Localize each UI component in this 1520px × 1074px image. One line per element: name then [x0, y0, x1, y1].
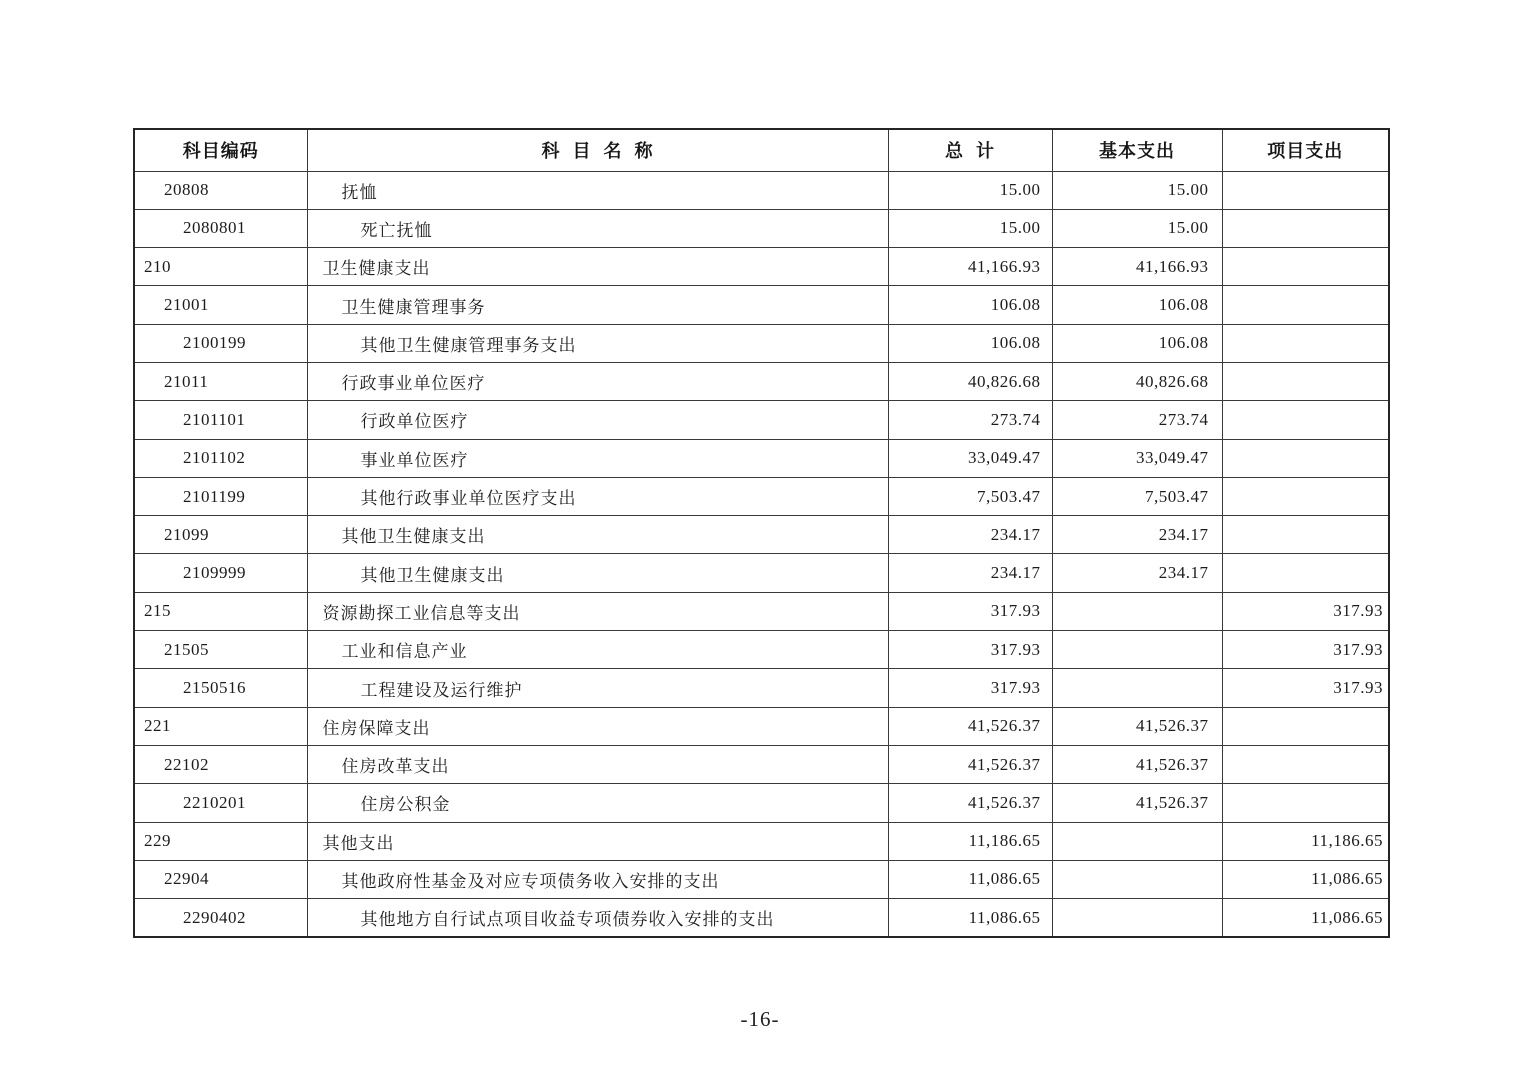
code-cell: 22904 [134, 860, 307, 898]
project-cell: 317.93 [1222, 631, 1389, 669]
code-cell: 21099 [134, 516, 307, 554]
column-header-total: 总 计 [888, 129, 1052, 171]
table-row [134, 516, 1389, 554]
budget-table [133, 128, 1390, 938]
project-cell [1222, 745, 1389, 783]
name-cell: 事业单位医疗 [307, 439, 888, 477]
name-cell: 住房保障支出 [307, 707, 888, 745]
total-cell: 15.00 [888, 209, 1052, 247]
project-cell [1222, 516, 1389, 554]
column-header-basic: 基本支出 [1052, 129, 1222, 171]
project-cell [1222, 362, 1389, 400]
name-cell: 其他卫生健康支出 [307, 516, 888, 554]
project-cell [1222, 171, 1389, 209]
project-cell: 317.93 [1222, 592, 1389, 630]
project-cell [1222, 477, 1389, 515]
table-row [134, 860, 1389, 898]
table-row [134, 784, 1389, 822]
project-cell [1222, 286, 1389, 324]
name-cell: 其他卫生健康支出 [307, 554, 888, 592]
table-row [134, 592, 1389, 630]
basic-cell [1052, 822, 1222, 860]
code-cell: 2100199 [134, 324, 307, 362]
project-cell [1222, 401, 1389, 439]
code-cell: 2150516 [134, 669, 307, 707]
project-cell [1222, 324, 1389, 362]
name-cell: 行政单位医疗 [307, 401, 888, 439]
basic-cell: 33,049.47 [1052, 439, 1222, 477]
project-cell [1222, 209, 1389, 247]
table-row [134, 707, 1389, 745]
table-row [134, 822, 1389, 860]
basic-cell: 41,166.93 [1052, 248, 1222, 286]
total-cell: 41,526.37 [888, 707, 1052, 745]
table-row [134, 745, 1389, 783]
code-cell: 2101199 [134, 477, 307, 515]
page-number: -16- [740, 1007, 780, 1031]
table-row [134, 209, 1389, 247]
code-cell: 21001 [134, 286, 307, 324]
name-cell: 住房改革支出 [307, 745, 888, 783]
code-cell: 21505 [134, 631, 307, 669]
basic-cell [1052, 669, 1222, 707]
name-cell: 行政事业单位医疗 [307, 362, 888, 400]
project-cell [1222, 784, 1389, 822]
basic-cell [1052, 592, 1222, 630]
basic-cell: 106.08 [1052, 286, 1222, 324]
total-cell: 317.93 [888, 669, 1052, 707]
code-cell: 2290402 [134, 899, 307, 937]
table-row [134, 171, 1389, 209]
code-cell: 21011 [134, 362, 307, 400]
project-cell [1222, 554, 1389, 592]
total-cell: 11,186.65 [888, 822, 1052, 860]
name-cell: 住房公积金 [307, 784, 888, 822]
name-cell: 其他支出 [307, 822, 888, 860]
table-row [134, 631, 1389, 669]
basic-cell: 40,826.68 [1052, 362, 1222, 400]
project-cell: 11,186.65 [1222, 822, 1389, 860]
name-cell: 卫生健康管理事务 [307, 286, 888, 324]
total-cell: 273.74 [888, 401, 1052, 439]
name-cell: 工业和信息产业 [307, 631, 888, 669]
column-header-code: 科目编码 [134, 129, 307, 171]
project-cell: 11,086.65 [1222, 860, 1389, 898]
total-cell: 106.08 [888, 286, 1052, 324]
basic-cell: 41,526.37 [1052, 707, 1222, 745]
basic-cell: 234.17 [1052, 516, 1222, 554]
total-cell: 317.93 [888, 631, 1052, 669]
code-cell: 221 [134, 707, 307, 745]
code-cell: 215 [134, 592, 307, 630]
total-cell: 106.08 [888, 324, 1052, 362]
basic-cell [1052, 631, 1222, 669]
name-cell: 其他地方自行试点项目收益专项债券收入安排的支出 [307, 899, 888, 937]
total-cell: 7,503.47 [888, 477, 1052, 515]
code-cell: 2210201 [134, 784, 307, 822]
table-row [134, 286, 1389, 324]
total-cell: 40,826.68 [888, 362, 1052, 400]
basic-cell [1052, 860, 1222, 898]
code-cell: 2109999 [134, 554, 307, 592]
table-row [134, 439, 1389, 477]
column-header-name: 科 目 名 称 [307, 129, 888, 171]
project-cell [1222, 248, 1389, 286]
basic-cell: 234.17 [1052, 554, 1222, 592]
total-cell: 41,526.37 [888, 784, 1052, 822]
total-cell: 33,049.47 [888, 439, 1052, 477]
total-cell: 234.17 [888, 516, 1052, 554]
basic-cell: 41,526.37 [1052, 784, 1222, 822]
code-cell: 2101101 [134, 401, 307, 439]
basic-cell: 273.74 [1052, 401, 1222, 439]
table-row [134, 477, 1389, 515]
table-body [134, 171, 1389, 937]
code-cell: 229 [134, 822, 307, 860]
total-cell: 41,526.37 [888, 745, 1052, 783]
project-cell: 317.93 [1222, 669, 1389, 707]
total-cell: 317.93 [888, 592, 1052, 630]
total-cell: 15.00 [888, 171, 1052, 209]
basic-cell: 106.08 [1052, 324, 1222, 362]
basic-cell: 15.00 [1052, 209, 1222, 247]
table-row [134, 554, 1389, 592]
code-cell: 210 [134, 248, 307, 286]
name-cell: 抚恤 [307, 171, 888, 209]
total-cell: 234.17 [888, 554, 1052, 592]
name-cell: 工程建设及运行维护 [307, 669, 888, 707]
code-cell: 2080801 [134, 209, 307, 247]
name-cell: 其他政府性基金及对应专项债务收入安排的支出 [307, 860, 888, 898]
name-cell: 卫生健康支出 [307, 248, 888, 286]
code-cell: 22102 [134, 745, 307, 783]
header-row [134, 129, 1389, 171]
code-cell: 2101102 [134, 439, 307, 477]
project-cell [1222, 707, 1389, 745]
basic-cell [1052, 899, 1222, 937]
column-header-project: 项目支出 [1222, 129, 1389, 171]
name-cell: 其他卫生健康管理事务支出 [307, 324, 888, 362]
total-cell: 11,086.65 [888, 899, 1052, 937]
table-row [134, 401, 1389, 439]
project-cell [1222, 439, 1389, 477]
total-cell: 11,086.65 [888, 860, 1052, 898]
table-row [134, 248, 1389, 286]
table-row [134, 324, 1389, 362]
name-cell: 其他行政事业单位医疗支出 [307, 477, 888, 515]
basic-cell: 15.00 [1052, 171, 1222, 209]
basic-cell: 41,526.37 [1052, 745, 1222, 783]
name-cell: 资源勘探工业信息等支出 [307, 592, 888, 630]
table-row [134, 362, 1389, 400]
basic-cell: 7,503.47 [1052, 477, 1222, 515]
code-cell: 20808 [134, 171, 307, 209]
total-cell: 41,166.93 [888, 248, 1052, 286]
table-row [134, 669, 1389, 707]
name-cell: 死亡抚恤 [307, 209, 888, 247]
table-row [134, 899, 1389, 937]
project-cell: 11,086.65 [1222, 899, 1389, 937]
